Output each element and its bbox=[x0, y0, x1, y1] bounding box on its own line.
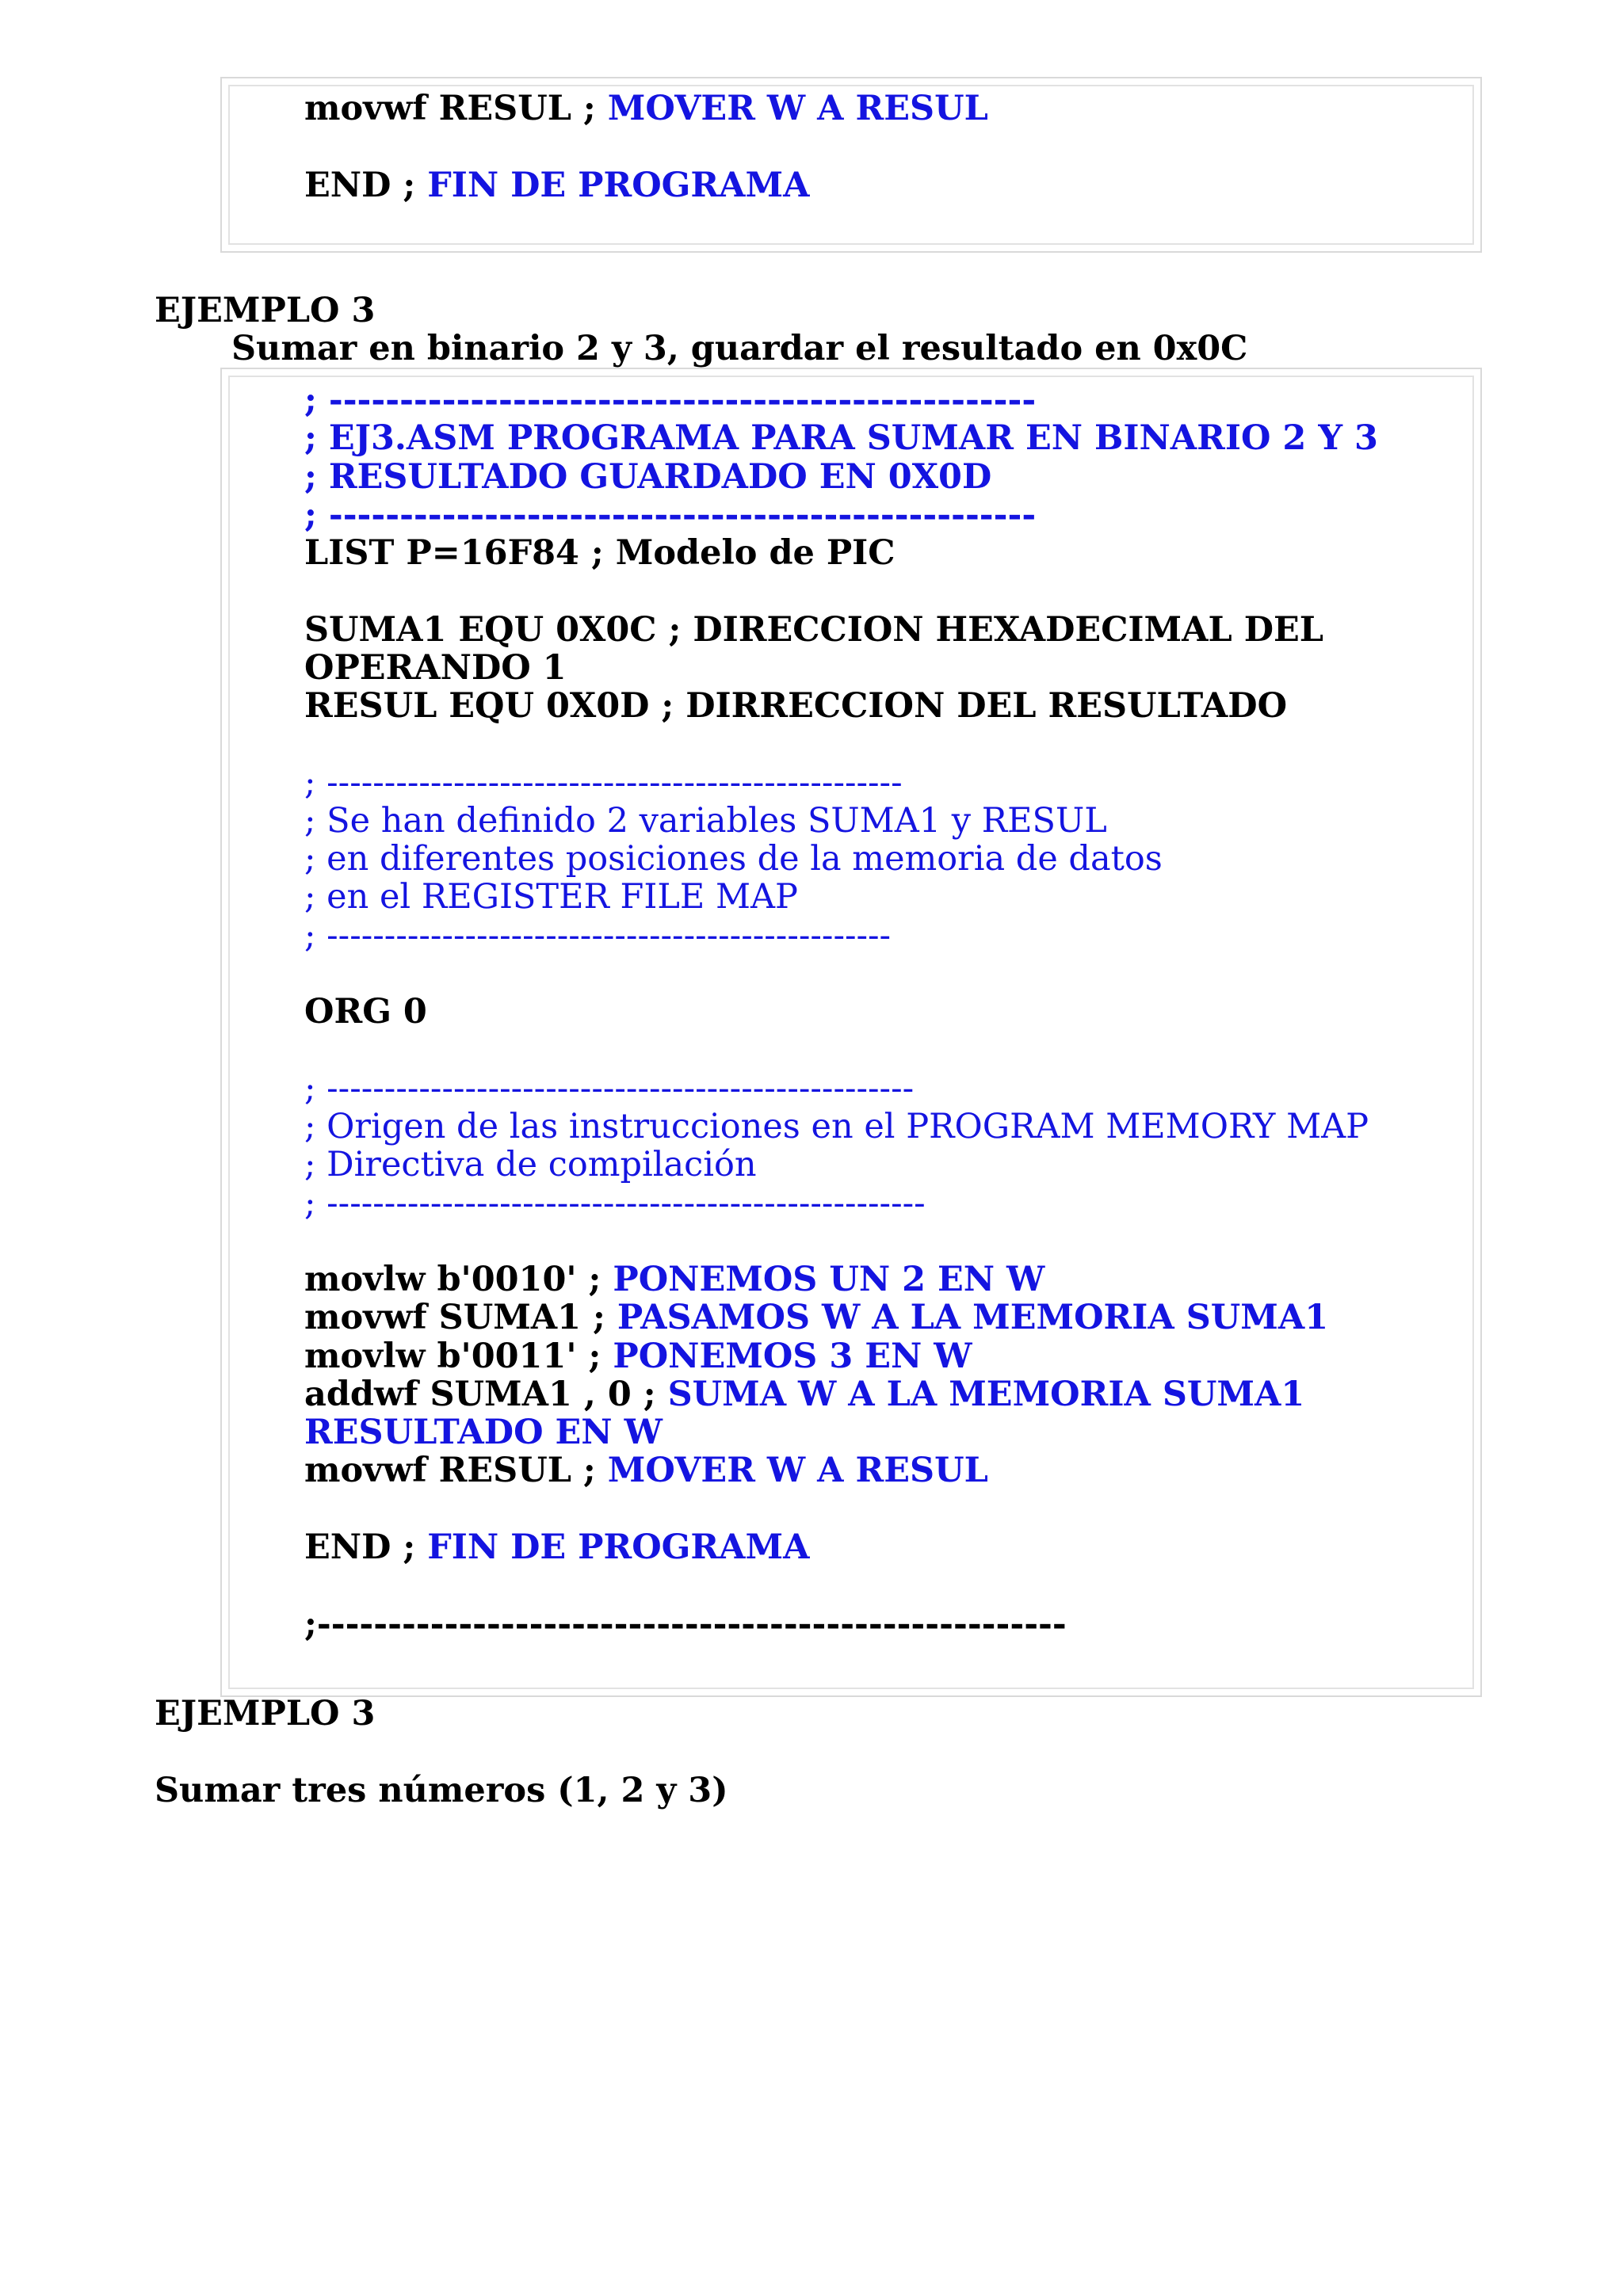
comment-variables-defined: ; Se han definido 2 variables SUMA1 y RESUL bbox=[304, 801, 1107, 841]
code-comment-cont: RESULTADO EN W bbox=[304, 1413, 663, 1452]
code-text: movwf SUMA1 ; bbox=[304, 1298, 617, 1337]
comment-directiva: ; Directiva de compilación bbox=[304, 1145, 757, 1184]
code-comment: PONEMOS 3 EN W bbox=[613, 1337, 972, 1376]
comment-separator: ; --------------------------------------------------- bbox=[304, 1069, 915, 1108]
code-comment: MOVER W A RESUL bbox=[607, 89, 988, 128]
comment-separator: ; ------------------------------------------------- bbox=[304, 916, 892, 955]
comment-separator: ; -------------------------------------------------- bbox=[304, 495, 1037, 535]
code-text: END ; bbox=[304, 1527, 428, 1567]
comment-memory-positions: ; en diferentes posiciones de la memoria de datos bbox=[304, 839, 1163, 879]
comment-program-memory-map: ; Origen de las instrucciones en el PROGRAM MEMORY MAP bbox=[304, 1107, 1369, 1146]
section-subtitle: Sumar en binario 2 y 3, guardar el resultado en 0x0C bbox=[231, 329, 1248, 368]
code-line-resul-equ: RESUL EQU 0X0D ; DIRRECCION DEL RESULTADO bbox=[304, 686, 1288, 726]
comment-program-title: ; EJ3.ASM PROGRAMA PARA SUMAR EN BINARIO 2 Y 3 bbox=[304, 418, 1378, 458]
comment-result-location: ; RESULTADO GUARDADO EN 0X0D bbox=[304, 457, 992, 497]
code-text: addwf SUMA1 , 0 ; bbox=[304, 1375, 668, 1414]
code-line-movlw-3 bbox=[304, 1337, 972, 1375]
code-text: END ; bbox=[304, 166, 428, 205]
section-title-ejemplo-3-second: EJEMPLO 3 bbox=[155, 1694, 376, 1733]
code-line-end bbox=[304, 1528, 809, 1566]
code-line-suma1-equ: SUMA1 EQU 0X0C ; DIRECCION HEXADECIMAL DEL bbox=[304, 610, 1324, 650]
code-comment: FIN DE PROGRAMA bbox=[427, 166, 810, 205]
code-line-suma1-equ-cont: OPERANDO 1 bbox=[304, 648, 567, 688]
code-line-movwf-suma1 bbox=[304, 1299, 1328, 1337]
comment-separator: ; -------------------------------------------------- bbox=[304, 763, 903, 803]
comment-separator: ; -------------------------------------------------- bbox=[304, 380, 1037, 420]
code-comment: PASAMOS W A LA MEMORIA SUMA1 bbox=[617, 1298, 1329, 1337]
code-line-movwf-resul bbox=[304, 1451, 988, 1489]
code-text: movwf RESUL ; bbox=[304, 1451, 608, 1490]
comment-register-file-map: ; en el REGISTER FILE MAP bbox=[304, 877, 798, 917]
code-line-movlw-2 bbox=[304, 1261, 1044, 1299]
code-line-movwf-resul bbox=[304, 90, 988, 128]
code-line-end bbox=[304, 166, 809, 204]
code-text: movwf RESUL ; bbox=[304, 89, 608, 128]
section-subtitle-second: Sumar tres números (1, 2 y 3) bbox=[155, 1771, 728, 1810]
code-comment: PONEMOS UN 2 EN W bbox=[613, 1260, 1045, 1299]
code-line-addwf bbox=[304, 1375, 1304, 1413]
section-title-ejemplo-3: EJEMPLO 3 bbox=[155, 291, 376, 330]
code-comment: MOVER W A RESUL bbox=[607, 1451, 988, 1490]
code-text: movlw b'0011' ; bbox=[304, 1337, 613, 1376]
code-comment: SUMA W A LA MEMORIA SUMA1 bbox=[667, 1375, 1305, 1414]
code-footer-separator: ;----------------------------------------------------- bbox=[304, 1604, 1067, 1644]
code-text: movlw b'0010' ; bbox=[304, 1260, 613, 1299]
code-comment: FIN DE PROGRAMA bbox=[427, 1527, 810, 1567]
code-line-org: ORG 0 bbox=[304, 992, 427, 1032]
comment-separator: ; ---------------------------------------------------- bbox=[304, 1184, 926, 1223]
code-line-list: LIST P=16F84 ; Modelo de PIC bbox=[304, 533, 896, 573]
